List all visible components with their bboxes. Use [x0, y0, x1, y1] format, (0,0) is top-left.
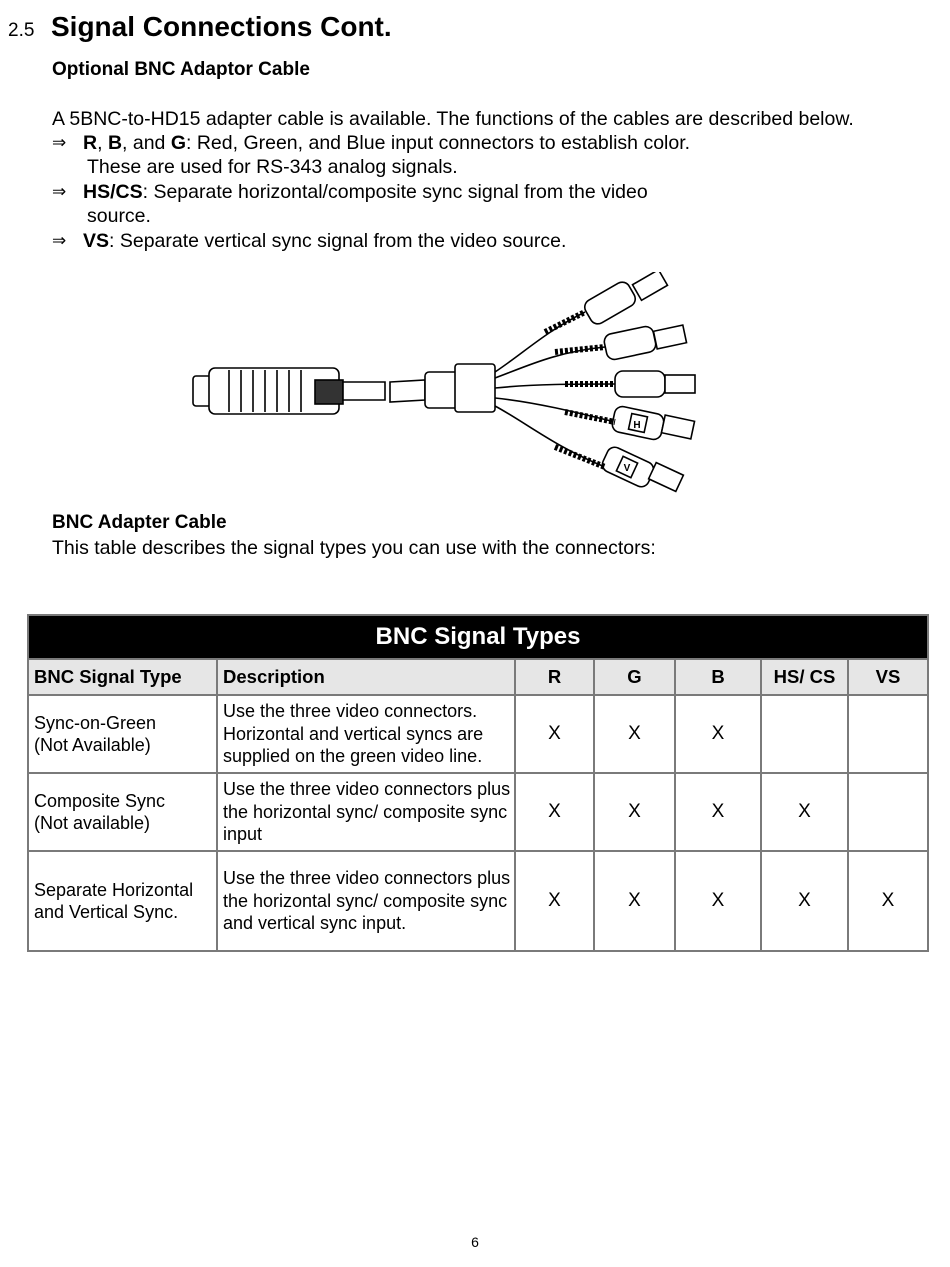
bullet-text — [83, 229, 566, 253]
cable-heading: BNC Adapter Cable — [52, 512, 227, 533]
header-vs: VS — [848, 659, 928, 695]
cell-hs-cs: X — [761, 851, 848, 951]
bullet-sep: / — [110, 181, 116, 203]
cell-signal-type: Separate Horizontal and Vertical Sync. — [28, 851, 217, 951]
bullet-continuation: source. — [87, 205, 151, 227]
section-number: 2.5 — [8, 20, 35, 41]
bullet-rgb — [52, 131, 852, 179]
bullet-sep: , and — [122, 132, 171, 154]
cable-description: This table describes the signal types you can use with the connectors: — [52, 537, 656, 559]
cell-vs — [848, 695, 928, 773]
arrow-icon: ⇒ — [52, 133, 67, 152]
bullet-key: R — [83, 132, 98, 154]
bullet-continuation: These are used for RS-343 analog signals. — [87, 156, 458, 178]
table-header-row — [28, 659, 928, 695]
bullet-key: VS — [83, 230, 110, 252]
header-r: R — [515, 659, 594, 695]
cell-signal-type: Sync-on-Green (Not Available) — [28, 695, 217, 773]
header-description: Description — [217, 659, 515, 695]
cell-vs: X — [848, 851, 928, 951]
bullet-text — [83, 180, 648, 204]
bullet-key: G — [170, 132, 186, 154]
cell-description: Use the three video connectors plus the horizontal sync/ composite sync input — [217, 773, 515, 851]
bullet-key: B — [107, 132, 123, 154]
bullet-text — [83, 131, 690, 155]
cell-r: X — [515, 695, 594, 773]
cell-r: X — [515, 851, 594, 951]
bullet-desc: : Separate vertical sync signal from the video source. — [109, 230, 567, 252]
bullet-vs — [52, 229, 852, 253]
cell-hs-cs: X — [761, 773, 848, 851]
bullet-desc: : Separate horizontal/composite sync signal from the video — [142, 181, 648, 203]
cell-g: X — [594, 773, 675, 851]
cell-hs-cs — [761, 695, 848, 773]
cell-vs — [848, 773, 928, 851]
cell-g: X — [594, 695, 675, 773]
header-b: B — [675, 659, 761, 695]
bnc-connector-v — [555, 445, 683, 492]
cell-description: Use the three video connectors plus the horizontal sync/ composite sync and vertical sync input. — [217, 851, 515, 951]
bullet-sep: , — [97, 132, 108, 154]
cell-description: Use the three video connectors. Horizontal and vertical syncs are supplied on the green video line. — [217, 695, 515, 773]
intro-paragraph: A 5BNC-to-HD15 adapter cable is available. The functions of the cables are described below. — [52, 108, 854, 130]
table-row — [28, 851, 928, 951]
subheading: Optional BNC Adaptor Cable — [52, 59, 310, 80]
cell-signal-type: Composite Sync (Not available) — [28, 773, 217, 851]
bnc-connector-1 — [545, 272, 667, 332]
table-row — [28, 773, 928, 851]
bnc-adapter-cable-illustration — [185, 272, 705, 504]
cell-b: X — [675, 695, 761, 773]
arrow-icon: ⇒ — [52, 231, 67, 250]
table-title: BNC Signal Types — [28, 615, 928, 659]
bnc-connector-2 — [555, 325, 687, 361]
cell-b: X — [675, 851, 761, 951]
header-hs-cs: HS/ CS — [761, 659, 848, 695]
bnc-signal-table-container — [27, 614, 927, 952]
header-signal-type: BNC Signal Type — [28, 659, 217, 695]
bullet-hs-cs — [52, 180, 852, 228]
bnc-connector-h — [565, 405, 695, 441]
header-g: G — [594, 659, 675, 695]
cell-r: X — [515, 773, 594, 851]
table-row — [28, 695, 928, 773]
page-number: 6 — [471, 1234, 479, 1250]
section-title: Signal Connections Cont. — [51, 11, 392, 42]
arrow-icon: ⇒ — [52, 182, 67, 201]
label-h: H — [633, 420, 641, 431]
bullet-key: CS — [115, 181, 143, 203]
cell-g: X — [594, 851, 675, 951]
label-v: V — [623, 463, 631, 474]
bnc-signal-types-table — [27, 614, 929, 952]
bullet-key: HS — [83, 181, 111, 203]
cell-b: X — [675, 773, 761, 851]
bullet-desc: : Red, Green, and Blue input connectors to establish color. — [186, 132, 691, 154]
